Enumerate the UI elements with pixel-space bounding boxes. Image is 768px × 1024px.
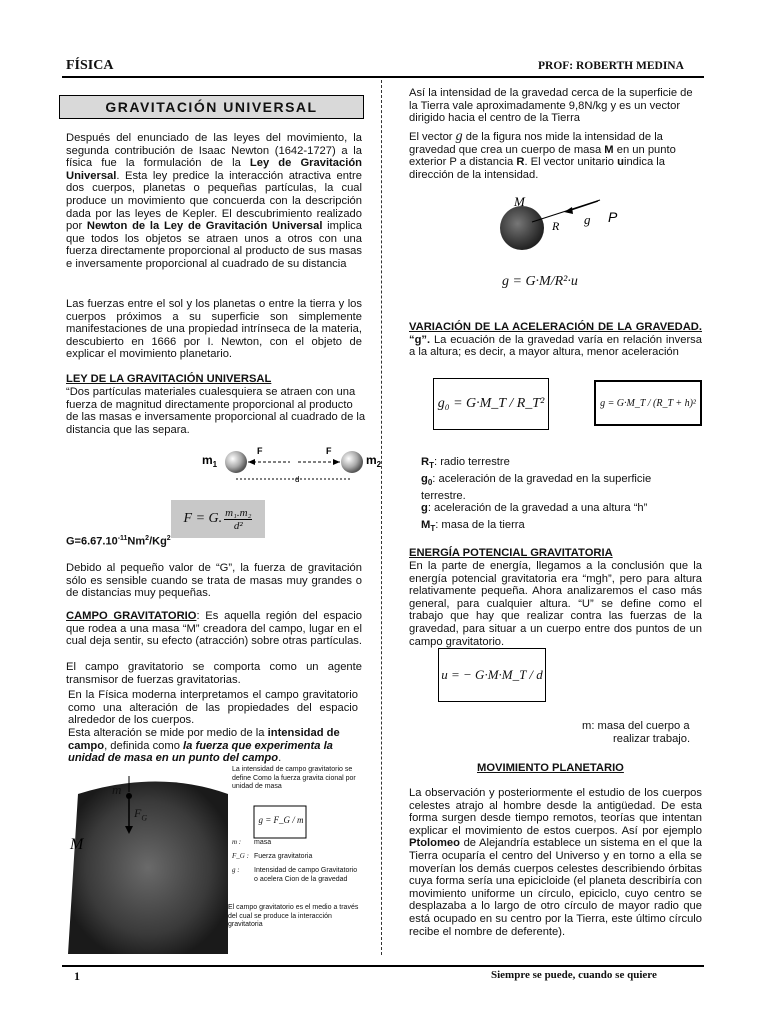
modern-paragraph: En la Física moderna interpretamos el campo gravitatorio como una alteración de las propiedades del espacio alrededor de los cuerpos. xyxy=(68,689,358,727)
formula-lhs: F = G. xyxy=(183,511,223,526)
planet-paragraph: La observación y posteriormente el estudio de los cuerpos celestes atrajo al hombre desde la antigüedad. De esta forma surgen desde tiempo remotos, teorías que intentan explicar el movimiento de estos cuerpos. Así por ejemplo Ptolomeo de Alejandría establece un sistema en el que la Tierra ocuparía el centro del Universo y en torno a ella se moverían los demás cuerpos celestes describiendo órbitas cuya forma sería una epicicloide (el planeta describiría con movimiento uniforme un círculo, epiciclo, cuyo centro se desplazaba a lo largo de otro círculo de mayor radio que está ocupado en su centro por la Tierra, este último círculo recibe el nombre de deferente). xyxy=(409,787,702,938)
small-g-paragraph: Debido al pequeño valor de “G”, la fuerza de gravitación sólo es sensible cuando se trata de masas muy grandes o de distancias muy pequeñas. xyxy=(66,562,362,600)
vector-paragraph: El vector g de la figura nos mide la intensidad de la gravedad que crea un cuerpo de masa M en un punto exterior P a distancia R. El vector unitario uindica la dirección de la intensidad. xyxy=(409,129,676,181)
intro-b: Ley de Gravitación Universal xyxy=(66,157,362,182)
forces-paragraph: Las fuerzas entre el sol y los planetas o entre la tierra y los cuerpos próximos a su superficie son simplemente manifestaciones de una propiedad intrínseca de la materia, descubierto en 1666 por I. Newton, con el objeto de explicar el movimiento planetario. xyxy=(66,298,362,361)
small-m-label: m xyxy=(112,782,122,797)
footer-rule xyxy=(62,965,704,967)
g-label: g xyxy=(584,212,591,227)
mass-1 xyxy=(225,451,247,473)
def-g0: $g_0$: aceleración de la gravedad en la superficie terrestre. xyxy=(421,472,652,502)
g-constant: $G=6.67.10^{-11}Nm^2/Kg^2$ xyxy=(66,535,171,548)
definitions-list xyxy=(421,456,671,536)
figure-note-1: La intensidad de campo gravitatorio se define Como la fuerza gravita cional por unidad de masa xyxy=(232,766,356,790)
intro-a: Después del enunciado de las leyes del movimiento, la segunda contribución de Isaac Newton (1642-1727) a la física fue la formulación de la xyxy=(66,132,362,170)
intro-e: implica que todos los objetos se atraen unos a otros con una fuerza directamente proporcional al producto de sus masas e inversamente proporcional al cuadrado de su distancia xyxy=(66,220,362,270)
planet-mass-M xyxy=(68,782,228,955)
figure-note-2: El campo gravitatorio es el medio a través del cual se produce la interacción gravitatoria xyxy=(228,904,359,928)
g-formula: g = G·M/R²·u xyxy=(502,274,578,289)
g-vector-arrow xyxy=(568,201,598,211)
big-m-label: M xyxy=(70,836,84,853)
force-label-1: F xyxy=(257,446,263,456)
legend: m : masa F_G : Fuerza gravitatoria g : Intensidad de campo Gravitatorio o acelera Cion de la gravedad xyxy=(232,838,358,883)
measure-paragraph: Esta alteración se mide por medio de la intensidad de campo, definida como la fuerza que experimenta la unidad de masa en un punto del campo. xyxy=(68,727,340,765)
law-text: “Dos partículas materiales cualesquiera se atraen con una fuerza de magnitud directamente proporcional al producto de las masas e inversamente proporcional al cuadrado de la distancia que las separa. xyxy=(66,386,366,436)
m1-label: $m_1$ xyxy=(202,453,218,469)
title-box xyxy=(59,95,364,119)
def-mt: $M_T$: masa de la tierra xyxy=(421,519,525,534)
field-figure xyxy=(68,764,368,954)
equation-g0: g₀ = G·M_T / R_T² xyxy=(433,378,549,430)
mass-note-2: realizar trabajo. xyxy=(613,733,691,745)
energy-paragraph: En la parte de energía, llegamos a la conclusión que la energía potencial gravitatoria era “mgh”, pero para altura relativamente pequeña. Ahora analizaremos el caso más general, para cualquier altura. “U” se define como el trabajo que hay que realizar contra las fuerzas de la gravedad, para situar a un cuerpo entre dos puntos de un campo gravitatorio. xyxy=(409,560,702,648)
planet-M xyxy=(500,206,544,250)
field-heading: CAMPO GRAVITATORIO xyxy=(66,610,197,622)
intro-d: Newton de la Ley de Gravitación Universal xyxy=(86,220,323,233)
energy-heading: ENERGÍA POTENCIAL GRAVITATORIA xyxy=(409,547,613,559)
equation-u: u = − G·M·M_T / d xyxy=(438,648,546,702)
header-subject: FÍSICA xyxy=(66,58,114,73)
intro-paragraph xyxy=(66,132,362,271)
mass-note-1: m: masa del cuerpo a xyxy=(582,720,690,732)
law-heading: LEY DE LA GRAVITACIÓN UNIVERSAL xyxy=(66,373,272,385)
page-title: GRAVITACIÓN UNIVERSAL xyxy=(105,99,318,115)
mass-2 xyxy=(341,451,363,473)
distance-label: d xyxy=(295,475,300,484)
column-divider xyxy=(381,80,382,955)
equation-gh: g = G·M_T / (R_T + h)² xyxy=(594,380,702,426)
formula-den: d² xyxy=(233,519,243,532)
def-rt: $R_T$: radio terrestre xyxy=(421,456,510,471)
vector-figure xyxy=(480,190,640,270)
field-formula: g = F_G / m xyxy=(258,815,304,825)
R-label: R xyxy=(552,219,560,233)
force-label-2: F xyxy=(326,446,332,456)
M-label: M xyxy=(514,194,525,209)
planet-heading: MOVIMIENTO PLANETARIO xyxy=(477,762,624,774)
footer-motto: Siempre se puede, cuando se quiere xyxy=(491,969,657,981)
fg-label: $F_G$ xyxy=(134,806,148,823)
field-agent: El campo gravitatorio se comporta como un agente transmisor de fuerzas gravitatorias. xyxy=(66,661,362,686)
intro-c: . Esta ley predice la interacción atractiva entre dos cuerpos, planetas o pequeñas partículas, la cual produce un movimiento que concuerda con la descripción dada por las leyes de Kepler. El descubrimiento realizado por xyxy=(66,169,362,233)
variation-paragraph: VARIACIÓN DE LA ACELERACIÓN DE LA GRAVEDAD. “g”. La ecuación de la gravedad varía en relación inversa a la altura; es decir, a mayor altura, menor aceleración xyxy=(409,321,702,359)
surface-paragraph: Así la intensidad de la gravedad cerca de la superficie de la Tierra vale aproximadamente 9,8N/kg y es un vector dirigido hacia el centro de la Tierra xyxy=(409,87,693,125)
field-text: : Es aquella región del espacio que rodea a una masa “M” creadora del campo, lugar en el cual deja sentir, su efecto (atracción) sobre otras partículas. xyxy=(66,610,362,648)
P-label: P xyxy=(608,209,618,225)
small-mass-m xyxy=(126,793,132,799)
m2-label: $m_2$ xyxy=(366,453,382,469)
formula-num: m₁.m₂ xyxy=(225,506,252,519)
footer-page-number: 1 xyxy=(74,969,80,983)
field-paragraph xyxy=(66,610,362,648)
gravitation-formula xyxy=(171,500,265,538)
def-g: g: aceleración de la gravedad a una altura “h” xyxy=(421,502,648,515)
header-teacher: PROF: ROBERTH MEDINA xyxy=(538,60,684,72)
masses-diagram xyxy=(200,442,390,486)
header-rule xyxy=(62,76,704,78)
